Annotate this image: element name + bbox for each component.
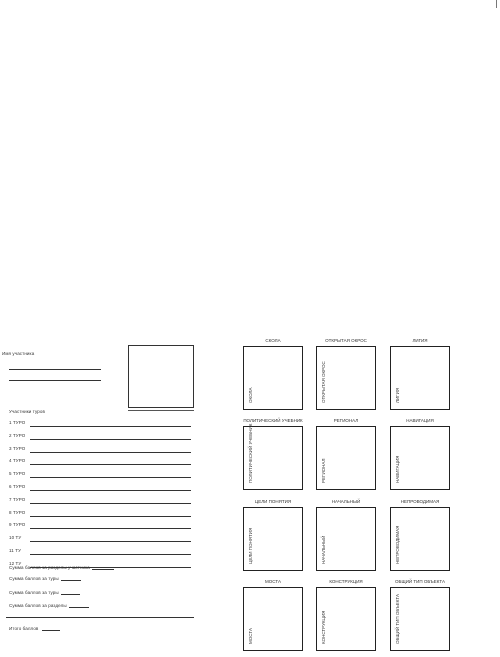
tour-row-label: 1 ТУРО (9, 420, 26, 425)
tour-row-name-line[interactable] (63, 477, 191, 478)
grid-cell-caption: НЕПРОВОДИМАЯ (400, 499, 440, 504)
grid-cell-inner-label: РЕГИОНАЛ (321, 458, 326, 483)
grid-cell-caption: НАВИГАЦИЯ (406, 418, 434, 423)
grid-cell-inner-label: ОБЩИЙ ТИП ОБЪЕКТА (395, 594, 400, 644)
tour-row-label: 8 ТУРО (9, 509, 26, 515)
grid-cell-box[interactable] (243, 587, 303, 651)
sum-row-label: Сумма баллов за разделы участника (9, 565, 90, 570)
grid-cell-box[interactable] (316, 426, 376, 490)
grid-cell-inner-label: НАЧАЛЬНЫЙ (321, 535, 326, 564)
form-divider (6, 617, 194, 618)
grid-cell-inner-label: ЦЕЛИ ПОНЯТИЯ (248, 527, 253, 564)
grid-cell (387, 499, 453, 575)
sum-row (9, 590, 80, 595)
tour-row-name-line[interactable] (63, 503, 191, 504)
tour-row-label: 2 ТУРО (9, 432, 26, 438)
grid-cell (387, 338, 453, 414)
grid-cell-box[interactable] (316, 507, 376, 571)
tour-row-name-line[interactable] (63, 516, 191, 517)
grid-cell-box[interactable] (243, 346, 303, 410)
grid-cell-inner-label: НЕПРОВОДИМАЯ (395, 525, 400, 564)
tour-row-label: 4 ТУРО (9, 458, 26, 464)
grid-cell-caption: НАЧАЛЬНЫЙ (331, 499, 361, 504)
tour-row-label: 3 ТУРО (9, 445, 26, 451)
tour-row-name-line[interactable] (63, 541, 191, 542)
total-row (9, 626, 60, 631)
section-title: Участники туров (9, 409, 45, 414)
tour-row-name-line[interactable] (63, 528, 191, 529)
grid-cell-inner-label: ПОЛИТИЧЕСКИЙ УЧЕБНИК (248, 423, 253, 483)
grid-cell-inner-label: ОКОЛА (248, 387, 253, 403)
grid-cell-caption: РЕГИОНАЛ (333, 418, 359, 423)
sum-row-label: Сумма баллов за разделы (9, 603, 67, 608)
corner-mark-icon (495, 0, 498, 8)
grid-cell (313, 338, 379, 414)
sum-row-label: Сумма баллов за туры (9, 590, 59, 595)
grid-cell (313, 418, 379, 494)
grid-cell-inner-label: КОНСТРУКЦИЯ (321, 610, 326, 644)
grid-cell-inner-label: НАВИГАЦИЯ (395, 455, 400, 483)
total-label: Итого баллов (9, 626, 39, 631)
name-line-2[interactable] (9, 380, 101, 381)
total-line[interactable] (42, 630, 60, 631)
tour-row-label: 11 ТУ (9, 548, 22, 553)
grid-cell-caption: ОБЩИЙ ТИП ОБЪЕКТА (395, 579, 445, 584)
grid-cell-box[interactable] (390, 346, 450, 410)
tour-row-label: 5 ТУРО (9, 471, 26, 477)
sum-row-label: Сумма баллов за туры (9, 576, 59, 581)
photo-underline (128, 410, 194, 411)
sum-row-line[interactable] (92, 569, 114, 570)
grid-cell (240, 418, 306, 494)
grid-cell-box[interactable] (390, 507, 450, 571)
tour-row-name-line[interactable] (63, 464, 191, 465)
sum-row-line[interactable] (61, 594, 80, 595)
grid-cell-caption: СКОЛА (265, 338, 281, 343)
tour-row-name-line[interactable] (63, 554, 191, 555)
grid-cell-box[interactable] (390, 587, 450, 651)
grid-cell-caption: ОТКРЫТАЯ ОКРОС (325, 338, 367, 343)
tour-row-label: 7 ТУРО (9, 496, 26, 502)
grid-cell-caption: ЛИГИЯ (412, 338, 428, 343)
grid-cell-box[interactable] (390, 426, 450, 490)
grid-cell-caption: КОНСТРУКЦИЯ (329, 579, 363, 584)
grid-cell (240, 338, 306, 414)
grid-cell-caption: ПОЛИТИЧЕСКИЙ УЧЕБНИК (243, 418, 303, 423)
tour-row-label: 10 ТУ (9, 535, 22, 541)
tour-row-name-line[interactable] (63, 439, 191, 440)
grid-cell (240, 579, 306, 655)
grid-cell-inner-label: ОТКРЫТАЯ ОКРОС (321, 361, 326, 403)
participant-name-label: Имя участника (2, 351, 35, 356)
tour-row-name-line[interactable] (63, 426, 191, 427)
grid-cell (387, 579, 453, 655)
sum-row (9, 565, 114, 570)
sum-row-line[interactable] (69, 607, 89, 608)
tour-row-name-line[interactable] (63, 490, 191, 491)
grid-cell-caption: ЦЕЛИ ПОНЯТИЯ (254, 499, 292, 504)
tour-row-label: 6 ТУРО (9, 484, 26, 489)
sum-row (9, 576, 81, 581)
tour-row-label: 9 ТУРО (9, 522, 26, 528)
grid-cell-box[interactable] (243, 423, 303, 490)
grid-cell-caption: МОСТА (265, 579, 281, 584)
grid-cell (313, 499, 379, 575)
grid-cell-box[interactable] (316, 587, 376, 651)
sum-row-line[interactable] (61, 580, 81, 581)
grid-cell-inner-label: ЛИГИЯ (395, 387, 400, 403)
grid-cell-box[interactable] (243, 507, 303, 571)
grid-cell (387, 418, 453, 494)
grid-cell-inner-label: МОСТА (248, 628, 253, 644)
grid-cell (313, 579, 379, 655)
tour-row-name-line[interactable] (63, 452, 191, 453)
name-line-1[interactable] (9, 369, 101, 370)
sum-row (9, 603, 89, 608)
grid-cell (240, 499, 306, 575)
grid-cell-box[interactable] (316, 346, 376, 410)
tour-row-label: 12 ТУ (9, 560, 22, 566)
photo-box (128, 345, 194, 408)
